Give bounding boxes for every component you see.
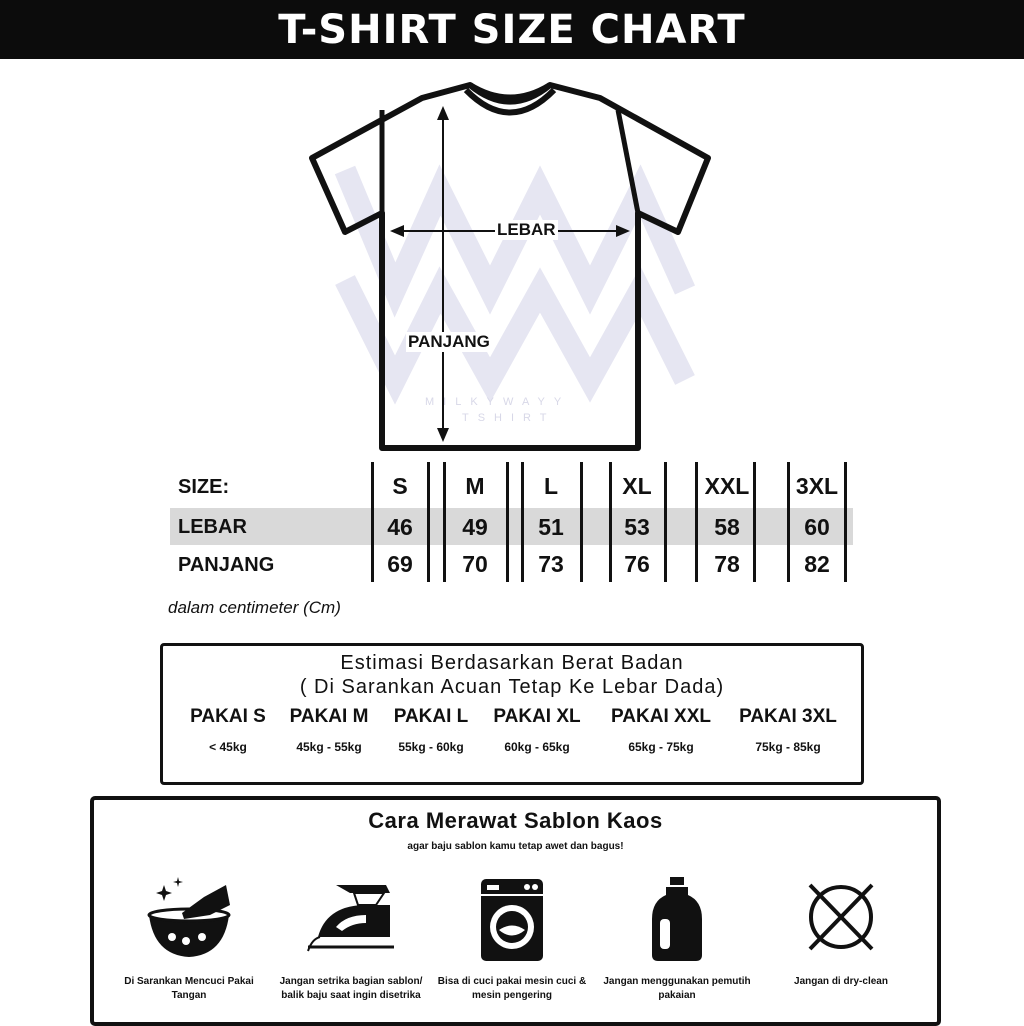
size-table (170, 462, 855, 582)
panjang-value-xl: 76 (624, 551, 650, 577)
estimate-range: 60kg - 65kg (504, 740, 570, 754)
column-divider (506, 462, 509, 582)
care-caption: Jangan setrika bagian sablon/ balik baju saat ingin disetrika (279, 976, 423, 1001)
care-caption: Bisa di cuci pakai mesin cuci & mesin pengering (437, 976, 587, 1001)
estimate-range: < 45kg (209, 740, 247, 754)
care-item-washing-machine (437, 875, 587, 1003)
estimate-range: 65kg - 75kg (628, 740, 694, 754)
lebar-value-s: 46 (387, 514, 413, 540)
size-header-label: SIZE: (178, 476, 230, 498)
panjang-value-m: 70 (462, 551, 488, 577)
estimate-subtitle: ( Di Sarankan Acuan Tetap Ke Lebar Dada) (299, 676, 725, 698)
estimate-item (376, 706, 486, 754)
watermark-text-1: MILKYWAYY (425, 396, 571, 408)
estimate-item (274, 706, 384, 754)
hand-wash-icon (144, 875, 234, 965)
lebar-value-xl: 53 (624, 514, 650, 540)
panjang-value-s: 69 (387, 551, 413, 577)
care-item-hand-wash (114, 875, 264, 1003)
lebar-value-m: 49 (462, 514, 488, 540)
estimate-label: PAKAI XL (493, 706, 581, 727)
bleach-bottle-icon (632, 875, 722, 965)
care-title: Cara Merawat Sablon Kaos (368, 808, 663, 833)
panjang-value-l: 73 (538, 551, 564, 577)
weight-estimate-box (160, 643, 864, 785)
estimate-range: 45kg - 55kg (296, 740, 362, 754)
width-label: LEBAR (497, 220, 556, 239)
size-xxl-header: XXL (704, 473, 750, 499)
estimate-item (482, 706, 592, 754)
estimate-range: 75kg - 85kg (755, 740, 821, 754)
estimate-label: PAKAI 3XL (739, 706, 837, 727)
estimate-item (602, 706, 720, 754)
row-label-lebar: LEBAR (178, 516, 247, 538)
care-caption: Jangan menggunakan pemutih pakaian (603, 976, 751, 1001)
panjang-value-3xl: 82 (804, 551, 830, 577)
size-l-header: L (543, 473, 559, 499)
lebar-value-xxl: 58 (714, 514, 740, 540)
length-label: PANJANG (408, 332, 490, 351)
care-instructions-box (90, 796, 941, 1026)
tshirt-diagram (300, 80, 720, 460)
care-caption: Jangan di dry-clean (794, 976, 888, 987)
estimate-label: PAKAI L (393, 706, 469, 727)
no-dry-clean-icon (796, 875, 886, 965)
estimate-item (729, 706, 847, 754)
lebar-value-3xl: 60 (804, 514, 830, 540)
estimate-label: PAKAI S (190, 706, 266, 727)
iron-icon (306, 875, 396, 965)
row-label-panjang: PANJANG (178, 554, 275, 576)
care-caption: Di Sarankan Mencuci Pakai Tangan (124, 976, 254, 1001)
watermark-text-2: TSHIRT (462, 412, 556, 424)
page-title: T-SHIRT SIZE CHART (278, 6, 746, 53)
size-m-header: M (465, 473, 485, 499)
size-xl-header: XL (622, 473, 652, 499)
estimate-item (173, 706, 283, 754)
estimate-label: PAKAI M (289, 706, 369, 727)
panjang-value-xxl: 78 (714, 551, 740, 577)
washing-machine-icon (467, 875, 557, 965)
care-item-bleach (602, 875, 752, 1003)
header-banner (0, 0, 1024, 59)
care-item-iron (276, 875, 426, 1003)
estimate-range: 55kg - 60kg (398, 740, 464, 754)
care-subtitle: agar baju sablon kamu tetap awet dan bagus! (407, 841, 624, 852)
estimate-label: PAKAI XXL (611, 706, 711, 727)
size-s-header: S (392, 473, 408, 499)
lebar-value-l: 51 (538, 514, 564, 540)
unit-note: dalam centimeter (Cm) (168, 598, 341, 617)
estimate-title: Estimasi Berdasarkan Berat Badan (340, 652, 684, 674)
size-3xl-header: 3XL (795, 473, 839, 499)
care-item-no-dry-clean (766, 875, 916, 989)
